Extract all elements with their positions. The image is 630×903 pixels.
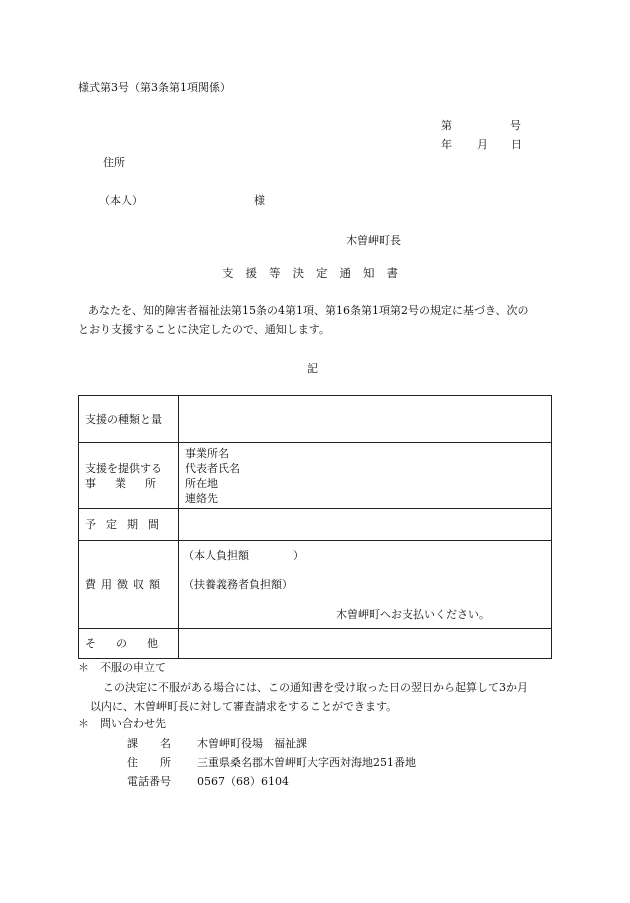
date-day: 日 xyxy=(511,138,522,151)
provider-contact-label: 連絡先 xyxy=(185,491,218,505)
cost-details xyxy=(179,541,552,629)
provider-details xyxy=(179,443,552,509)
dept-label: 課 名 xyxy=(127,737,171,750)
appeal-heading: ＊ 不服の申立て xyxy=(78,661,166,674)
decision-table xyxy=(78,395,552,659)
date-month: 月 xyxy=(477,138,488,151)
support-type-value xyxy=(179,396,552,443)
provider-label-2: 事業所 xyxy=(85,476,175,490)
provider-rep-label: 代表者氏名 xyxy=(185,461,240,475)
support-obligor-label: （扶養義務者負担額） xyxy=(183,578,293,591)
row-label-period: 予定期間 xyxy=(79,509,179,541)
form-number: 様式第3号（第3条第1項関係） xyxy=(78,81,231,94)
row-label-other: その他 xyxy=(79,629,179,659)
tel-value: 0567（68）6104 xyxy=(197,775,289,788)
body-line-1: あなたを、知的障害者福祉法第15条の4第1項、第16条第1項第2号の規定に基づき、次の xyxy=(88,304,529,317)
table-row xyxy=(79,396,552,443)
number-suffix: 号 xyxy=(510,119,521,132)
ki-marker: 記 xyxy=(307,362,318,375)
table-row xyxy=(79,541,552,629)
date-year: 年 xyxy=(441,138,452,151)
appeal-line-1: この決定に不服がある場合には、この通知書を受け取った日の翌日から起算して3か月 xyxy=(103,681,528,694)
payment-instruction: 木曽岬町へお支払いください。 xyxy=(336,608,490,621)
table-row xyxy=(79,443,552,509)
table-row xyxy=(79,509,552,541)
period-value xyxy=(179,509,552,541)
provider-name-label: 事業所名 xyxy=(185,446,229,460)
dept-value: 木曽岬町役場 福祉課 xyxy=(197,737,307,750)
document-title: 支援等決定通知書 xyxy=(222,266,410,280)
tel-label: 電話番号 xyxy=(127,775,171,788)
honorific: 様 xyxy=(254,194,265,207)
addr-label: 住 所 xyxy=(127,756,171,769)
number-prefix: 第 xyxy=(441,119,452,132)
addr-value: 三重県桑名郡木曽岬町大字西対海地251番地 xyxy=(197,756,416,769)
appeal-line-2: 以内に、木曽岬町長に対して審査請求をすることができます。 xyxy=(90,700,398,713)
provider-address-label: 所在地 xyxy=(185,476,218,490)
row-label-cost: 費用徴収額 xyxy=(79,541,179,629)
table-row xyxy=(79,629,552,659)
self-burden-label: （本人負担額 ） xyxy=(183,549,304,562)
body-line-2: とおり支援することに決定したので、通知します。 xyxy=(78,323,330,336)
person-label: （本人） xyxy=(99,194,143,207)
row-label-support-type: 支援の種類と量 xyxy=(79,396,179,443)
issuer: 木曽岬町長 xyxy=(346,234,401,247)
other-value xyxy=(179,629,552,659)
address-label: 住所 xyxy=(103,156,125,169)
provider-label-1: 支援を提供する xyxy=(85,461,162,475)
contact-heading: ＊ 問い合わせ先 xyxy=(78,717,166,730)
row-label-provider xyxy=(79,443,179,509)
